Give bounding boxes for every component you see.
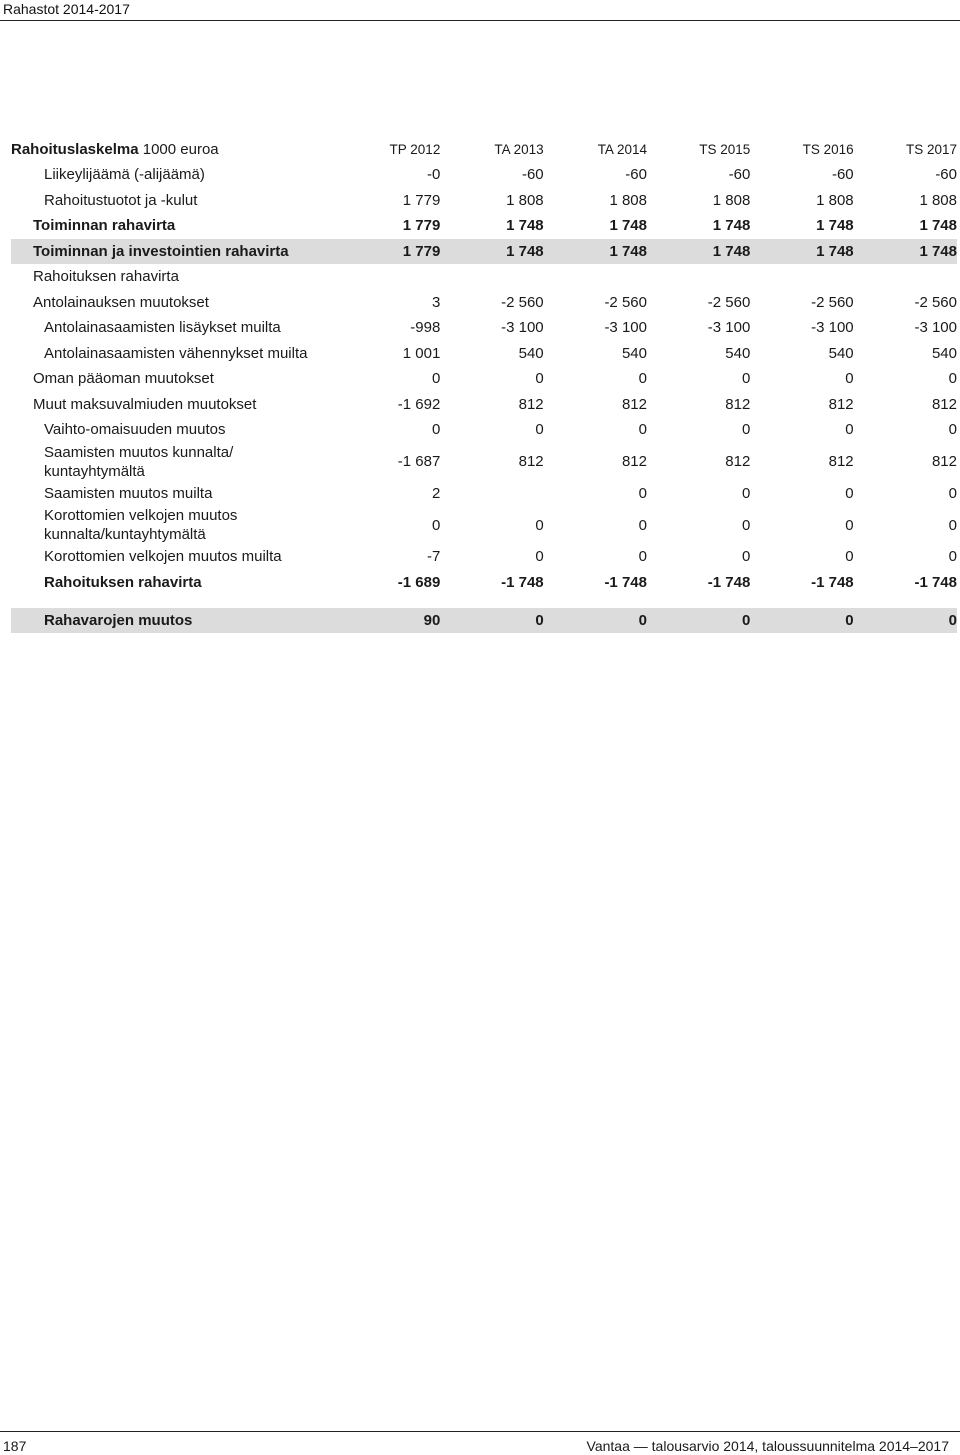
row-value: 812 bbox=[621, 395, 647, 413]
row-value bbox=[440, 264, 543, 290]
row-value bbox=[854, 264, 957, 290]
row-value: -3 100 bbox=[811, 319, 854, 337]
row-value: 1 779 bbox=[402, 191, 441, 209]
row-value: 0 bbox=[638, 516, 647, 534]
row-value: 540 bbox=[828, 344, 854, 362]
row-value: -1 748 bbox=[811, 573, 854, 591]
row-value: -998 bbox=[410, 319, 441, 337]
row-value: 1 748 bbox=[854, 239, 957, 265]
row-value: 0 bbox=[431, 370, 441, 388]
row-label: Toiminnan rahavirta bbox=[33, 217, 176, 235]
row-value: 1 748 bbox=[544, 239, 647, 265]
row-value: 0 bbox=[535, 516, 544, 534]
table-row bbox=[11, 315, 957, 341]
row-value: -3 100 bbox=[501, 319, 544, 337]
row-value: 812 bbox=[725, 395, 751, 413]
row-value: -1 748 bbox=[501, 573, 544, 591]
row-value bbox=[750, 264, 853, 290]
column-header: TP 2012 bbox=[389, 141, 441, 157]
column-header: TS 2016 bbox=[802, 141, 854, 157]
row-value: 1 808 bbox=[609, 191, 647, 209]
row-value: -1 748 bbox=[707, 573, 751, 591]
row-value: 0 bbox=[845, 548, 854, 566]
table-row bbox=[11, 443, 957, 481]
row-value: 1 748 bbox=[750, 239, 853, 265]
row-label: Rahoitustuotot ja -kulut bbox=[44, 191, 198, 209]
row-value: 0 bbox=[535, 421, 544, 439]
row-value: -1 748 bbox=[604, 573, 647, 591]
row-value: 0 bbox=[741, 548, 751, 566]
row-value: 0 bbox=[535, 548, 544, 566]
table-title-bold: Rahoituslaskelma bbox=[11, 140, 139, 158]
row-value: 0 bbox=[638, 484, 647, 502]
row-value: 0 bbox=[845, 421, 854, 439]
row-value: -1 692 bbox=[397, 395, 441, 413]
financing-statement-table bbox=[11, 136, 957, 633]
publication-title: Vantaa — talousarvio 2014, taloussuunnitelma 2014–2017 bbox=[586, 1438, 949, 1454]
table-row bbox=[11, 366, 957, 392]
row-value: 540 bbox=[931, 344, 957, 362]
row-value: 0 bbox=[845, 516, 854, 534]
running-header bbox=[0, 0, 960, 21]
row-value: -3 100 bbox=[914, 319, 957, 337]
row-value: 812 bbox=[518, 395, 544, 413]
row-value: 0 bbox=[854, 608, 957, 633]
table-row bbox=[11, 506, 957, 544]
running-footer bbox=[0, 1431, 960, 1455]
row-value: -7 bbox=[426, 548, 441, 566]
row-value: -2 560 bbox=[914, 293, 957, 311]
row-value: 0 bbox=[948, 516, 957, 534]
row-label: Rahoituksen rahavirta bbox=[33, 268, 179, 286]
row-value: -1 748 bbox=[914, 573, 957, 591]
row-value: -0 bbox=[426, 166, 441, 184]
row-value: -2 560 bbox=[707, 293, 751, 311]
table-row bbox=[11, 608, 957, 633]
row-value: 0 bbox=[638, 548, 647, 566]
row-value: 540 bbox=[621, 344, 647, 362]
row-label: Muut maksuvalmiuden muutokset bbox=[33, 395, 257, 413]
table-row bbox=[11, 392, 957, 418]
row-value: 1 779 bbox=[337, 239, 440, 265]
table-row bbox=[11, 239, 957, 265]
row-value: 1 748 bbox=[712, 217, 751, 235]
row-value: 812 bbox=[931, 395, 957, 413]
table-title-unit: 1000 euroa bbox=[142, 140, 219, 158]
table-row bbox=[11, 213, 957, 239]
row-value: 1 808 bbox=[919, 191, 957, 209]
row-value: 0 bbox=[440, 608, 543, 633]
row-value: 1 808 bbox=[816, 191, 854, 209]
row-value: 1 748 bbox=[506, 217, 544, 235]
row-value: 1 748 bbox=[919, 217, 957, 235]
row-value: 1 808 bbox=[506, 191, 544, 209]
row-value: -3 100 bbox=[604, 319, 647, 337]
row-value: 0 bbox=[948, 370, 957, 388]
row-value: 0 bbox=[845, 370, 854, 388]
row-value: -3 100 bbox=[707, 319, 751, 337]
row-value: 2 bbox=[431, 484, 441, 502]
table-body bbox=[11, 162, 957, 633]
row-value bbox=[337, 264, 440, 290]
row-value: 1 748 bbox=[816, 217, 854, 235]
row-value: 812 bbox=[931, 453, 957, 470]
row-value: 0 bbox=[741, 370, 751, 388]
row-value: 812 bbox=[621, 453, 647, 470]
row-value: 0 bbox=[741, 421, 751, 439]
row-value: 540 bbox=[518, 344, 544, 362]
row-label: Vaihto-omaisuuden muutos bbox=[44, 421, 226, 439]
spacer-row bbox=[11, 595, 957, 608]
row-label: Toiminnan ja investointien rahavirta bbox=[11, 239, 337, 265]
row-value: 0 bbox=[948, 421, 957, 439]
row-value: -60 bbox=[625, 166, 647, 184]
row-value: 0 bbox=[647, 608, 750, 633]
row-value: 1 748 bbox=[440, 239, 543, 265]
row-value: 0 bbox=[845, 484, 854, 502]
row-value: 812 bbox=[828, 453, 854, 470]
column-header: TS 2017 bbox=[905, 141, 957, 157]
row-label: Oman pääoman muutokset bbox=[33, 370, 214, 388]
row-value: 812 bbox=[518, 453, 544, 470]
row-value: 1 779 bbox=[402, 217, 441, 235]
row-value: 1 748 bbox=[647, 239, 750, 265]
row-value: 1 808 bbox=[712, 191, 751, 209]
table-title bbox=[11, 136, 337, 162]
row-value: 812 bbox=[828, 395, 854, 413]
row-label: Rahavarojen muutos bbox=[11, 608, 337, 633]
row-label: Korottomien velkojen muutos kunnalta/kuntayhtymältä bbox=[44, 507, 238, 543]
column-header: TA 2014 bbox=[597, 141, 647, 157]
row-value: -1 687 bbox=[397, 453, 441, 470]
row-value: 0 bbox=[948, 484, 957, 502]
row-value: 0 bbox=[544, 608, 647, 633]
row-value: -2 560 bbox=[501, 293, 544, 311]
row-label: Antolainauksen muutokset bbox=[33, 293, 209, 311]
table-header-row bbox=[11, 136, 957, 162]
table-row bbox=[11, 544, 957, 570]
row-value bbox=[544, 264, 647, 290]
table-row bbox=[11, 264, 957, 290]
row-label: Korottomien velkojen muutos muilta bbox=[44, 548, 282, 566]
row-value: -60 bbox=[831, 166, 854, 184]
row-value: 0 bbox=[638, 370, 647, 388]
row-value: 812 bbox=[725, 453, 751, 470]
table-row bbox=[11, 570, 957, 596]
row-value: 0 bbox=[948, 548, 957, 566]
row-value: 540 bbox=[725, 344, 751, 362]
column-header: TA 2013 bbox=[494, 141, 544, 157]
row-value: -60 bbox=[728, 166, 751, 184]
row-value: 0 bbox=[431, 516, 441, 534]
row-value: -2 560 bbox=[811, 293, 854, 311]
row-value: -2 560 bbox=[604, 293, 647, 311]
row-value: -60 bbox=[935, 166, 957, 184]
row-label: Saamisten muutos muilta bbox=[44, 484, 213, 502]
page-number: 187 bbox=[3, 1438, 27, 1454]
table-row bbox=[11, 481, 957, 507]
row-value: -1 689 bbox=[397, 573, 441, 591]
table-row bbox=[11, 162, 957, 188]
table-row bbox=[11, 290, 957, 316]
table-row bbox=[11, 188, 957, 214]
row-value: -60 bbox=[521, 166, 544, 184]
row-value: 90 bbox=[337, 608, 440, 633]
table-row bbox=[11, 341, 957, 367]
column-header: TS 2015 bbox=[699, 141, 751, 157]
running-header-title: Rahastot 2014-2017 bbox=[3, 1, 130, 17]
row-value: 3 bbox=[431, 293, 441, 311]
row-label: Saamisten muutos kunnalta/ kuntayhtymältä bbox=[44, 443, 234, 480]
row-value: 0 bbox=[535, 370, 544, 388]
row-label: Antolainasaamisten lisäykset muilta bbox=[44, 319, 281, 337]
row-value: 0 bbox=[741, 516, 751, 534]
row-value: 1 748 bbox=[609, 217, 647, 235]
row-value bbox=[647, 264, 750, 290]
row-value: 0 bbox=[638, 421, 647, 439]
row-value: 0 bbox=[431, 421, 441, 439]
row-label: Antolainasaamisten vähennykset muilta bbox=[44, 344, 308, 362]
row-value: 0 bbox=[750, 608, 853, 633]
row-value bbox=[440, 481, 543, 507]
row-value: 1 001 bbox=[402, 344, 441, 362]
row-label: Liikeylijäämä (-alijäämä) bbox=[44, 166, 205, 184]
table-row bbox=[11, 417, 957, 443]
row-value: 0 bbox=[741, 484, 751, 502]
row-label: Rahoituksen rahavirta bbox=[44, 573, 202, 591]
